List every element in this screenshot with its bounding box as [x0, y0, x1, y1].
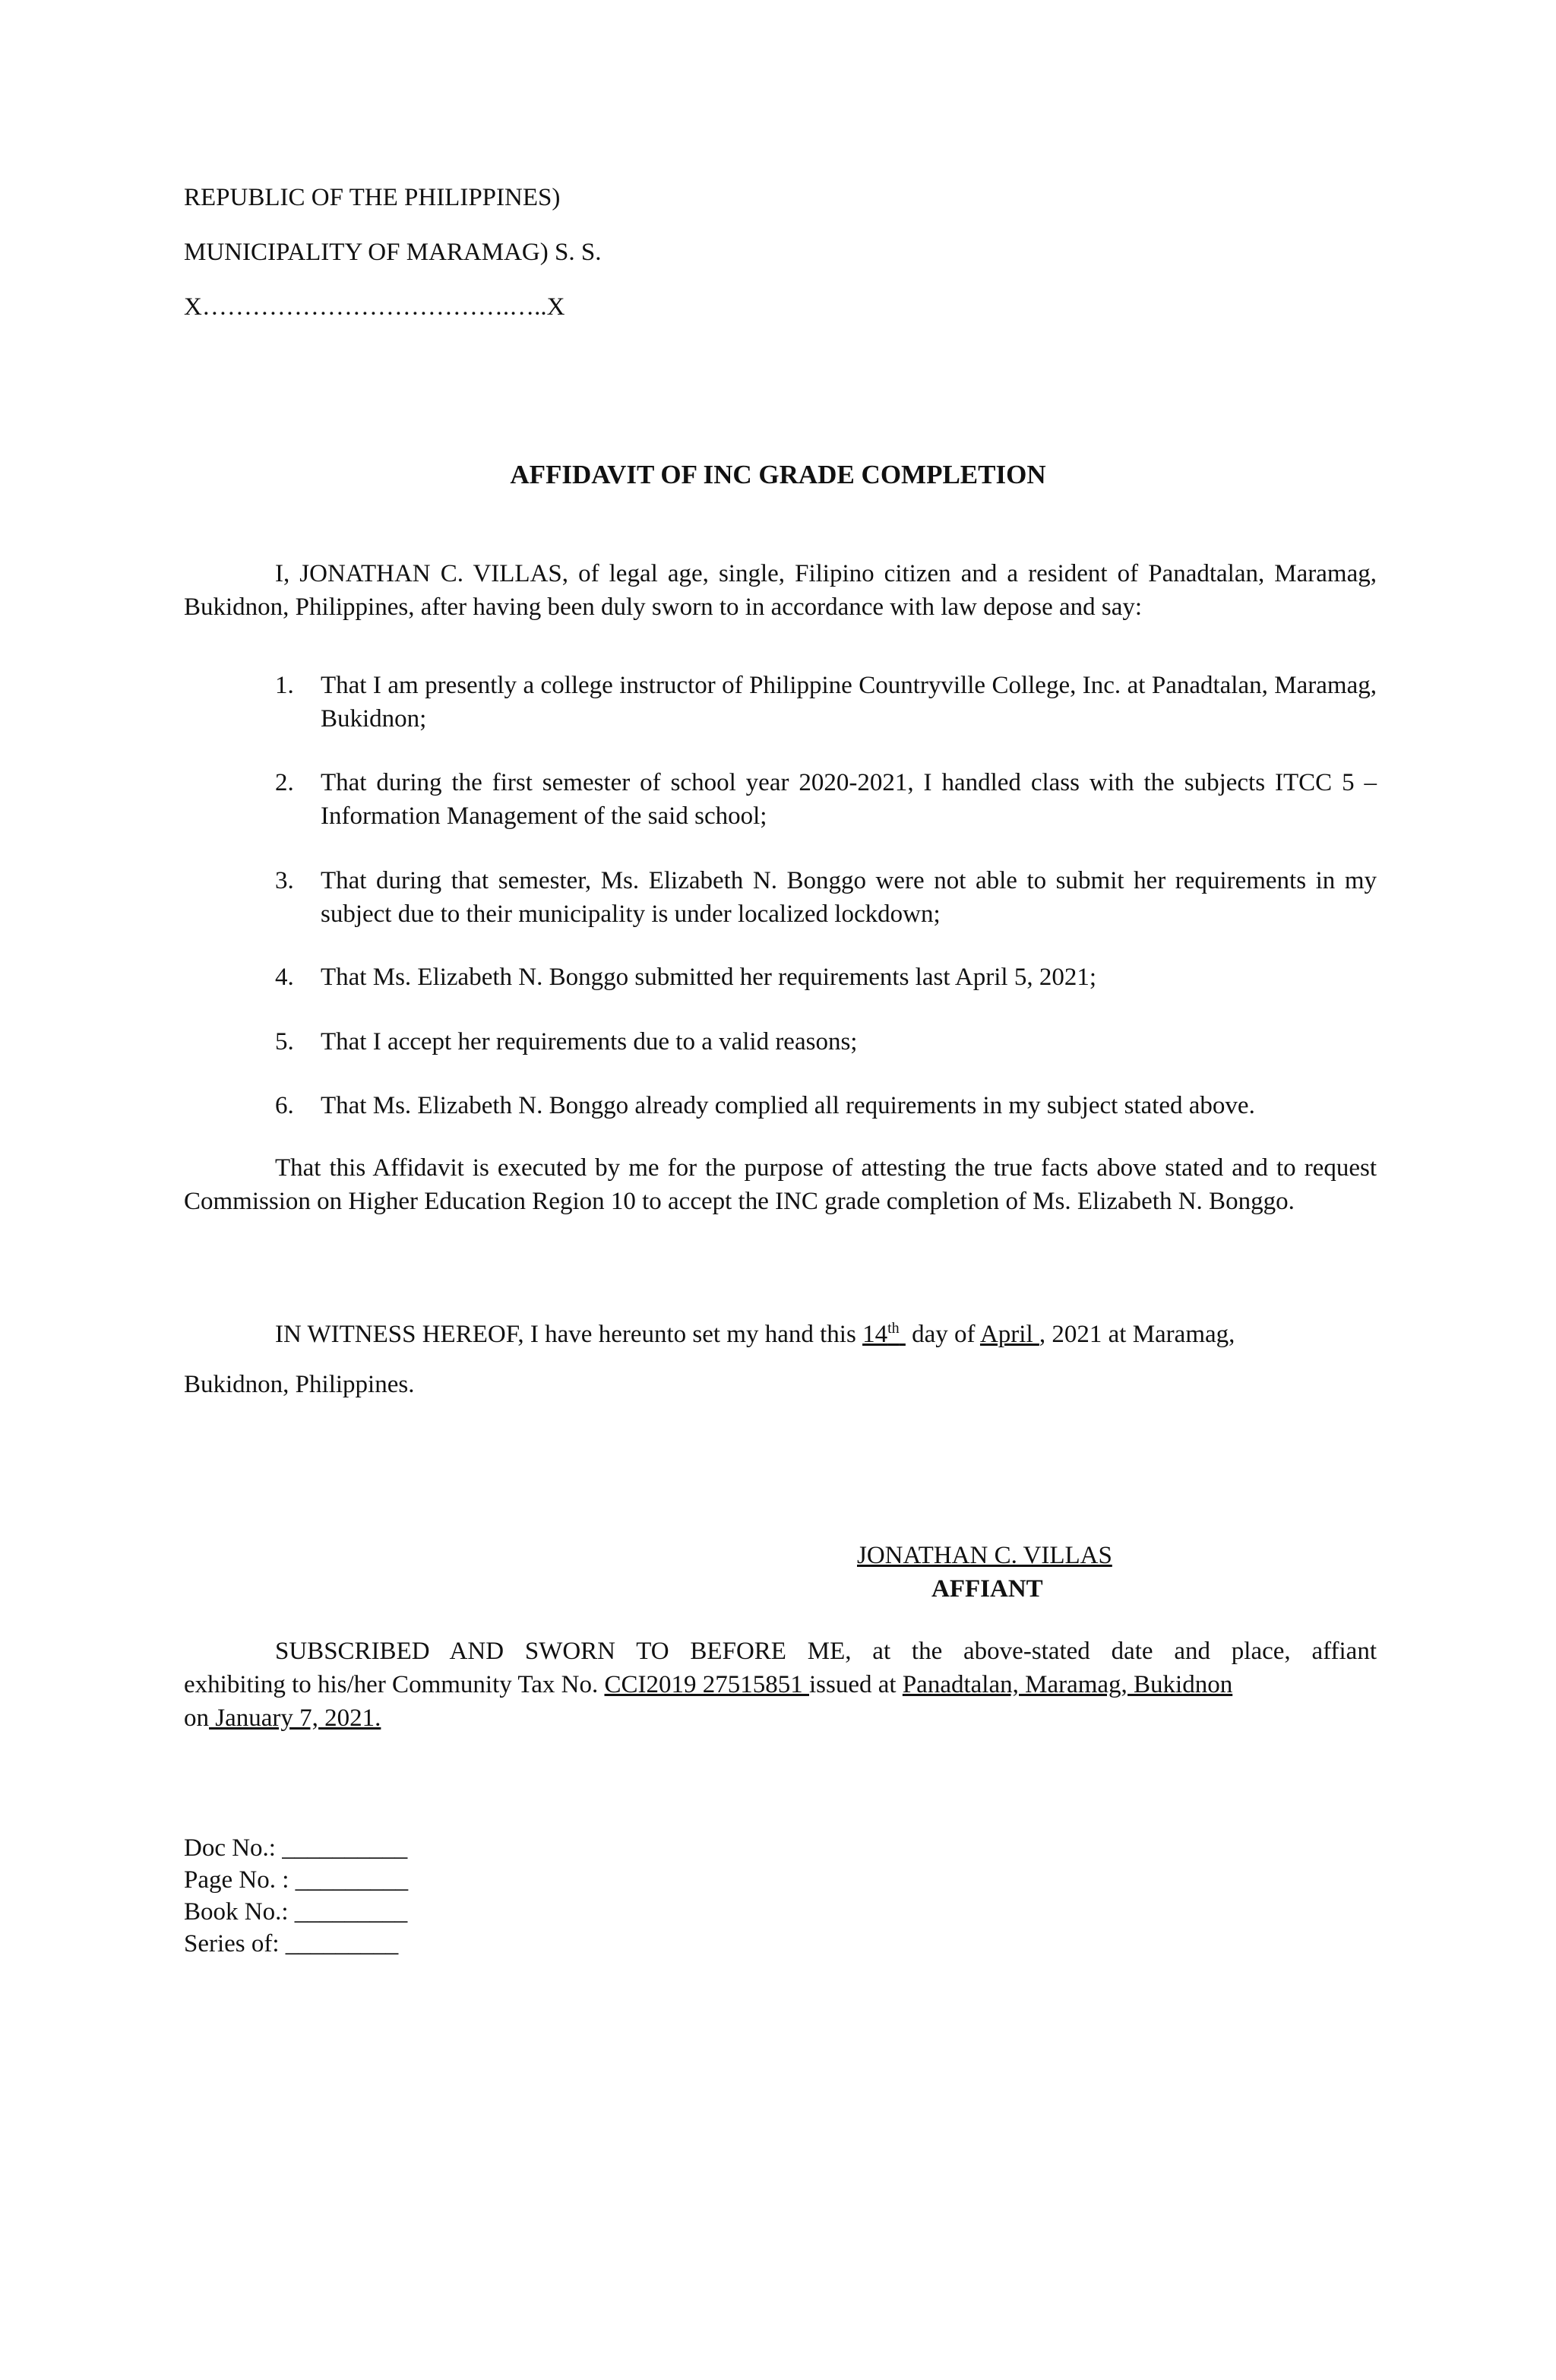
witness-day-number: 14 [862, 1321, 888, 1348]
list-item-number: 3. [275, 867, 294, 894]
intro-paragraph: I, JONATHAN C. VILLAS, of legal age, single, Filipino citizen and a resident of Panadtalan, Maramag, Bukidnon, Philippines, after having been duly sworn to in accordance with law depose and say: [184, 560, 1377, 621]
list-item: That Ms. Elizabeth N. Bonggo submitted her requirements last April 5, 2021; [321, 964, 1097, 991]
affiant-name: JONATHAN C. VILLAS [857, 1542, 1112, 1569]
jurat-place: Panadtalan, Maramag, Bukidnon [902, 1671, 1233, 1698]
list-item: That I accept her requirements due to a valid reasons; [321, 1028, 858, 1055]
jurat-on: on [184, 1704, 209, 1732]
witness-clause [275, 1318, 1235, 1351]
jurat-issued-at: issued at [809, 1671, 903, 1698]
list-item: That I am presently a college instructor of Philippine Countryville College, Inc. at Panadtalan, Maramag, Bukidnon; [321, 672, 1377, 733]
list-item-number: 1. [275, 672, 294, 699]
registry-series: Series of: _________ [184, 1930, 399, 1957]
affiant-role: AFFIANT [931, 1575, 1043, 1603]
witness-day [862, 1321, 906, 1348]
document-title: AFFIDAVIT OF INC GRADE COMPLETION [510, 460, 1046, 489]
jurat-line1: SUBSCRIBED AND SWORN TO BEFORE ME, at the above-stated date and place, affiant [275, 1638, 1377, 1665]
witness-prefix: IN WITNESS HEREOF, I have hereunto set my hand this [275, 1321, 863, 1348]
list-item: That during that semester, Ms. Elizabeth N. Bonggo were not able to submit her requirements in my subject due to their municipality is under localized lockdown; [321, 867, 1377, 928]
registry-page-no: Page No. : _________ [184, 1866, 409, 1894]
witness-day-suffix: th [887, 1320, 900, 1337]
jurat-date: January 7, 2021. [209, 1704, 381, 1732]
venue-separator: X……………………………….…..X [184, 293, 565, 321]
venue-municipality: MUNICIPALITY OF MARAMAG) S. S. [184, 239, 602, 266]
list-item: That during the first semester of school year 2020-2021, I handled class with the subjects ITCC 5 – Information Management of the said school; [321, 769, 1377, 830]
witness-place: Bukidnon, Philippines. [184, 1371, 415, 1398]
registry-book-no: Book No.: _________ [184, 1898, 408, 1926]
list-item-number: 6. [275, 1092, 294, 1119]
witness-suffix: , 2021 at Maramag, [1039, 1321, 1235, 1348]
jurat-ctc-prefix: exhibiting to his/her Community Tax No. [184, 1671, 605, 1698]
registry-doc-no: Doc No.: __________ [184, 1834, 408, 1862]
witness-month: April [979, 1321, 1039, 1348]
purpose-paragraph: That this Affidavit is executed by me for the purpose of attesting the true facts above stated and to request Commission on Higher Education Region 10 to accept the INC grade completion of Ms. Elizabeth N. Bonggo. [184, 1154, 1377, 1215]
list-item: That Ms. Elizabeth N. Bonggo already complied all requirements in my subject stated above. [321, 1092, 1255, 1119]
list-item-number: 4. [275, 964, 294, 991]
jurat-line2 [184, 1668, 1232, 1701]
list-item-number: 2. [275, 769, 294, 796]
jurat-ctc-number: CCI2019 27515851 [604, 1671, 809, 1698]
jurat-line3 [184, 1701, 381, 1735]
list-item-number: 5. [275, 1028, 294, 1055]
venue-republic: REPUBLIC OF THE PHILIPPINES) [184, 184, 561, 211]
witness-mid: day of [905, 1321, 980, 1348]
